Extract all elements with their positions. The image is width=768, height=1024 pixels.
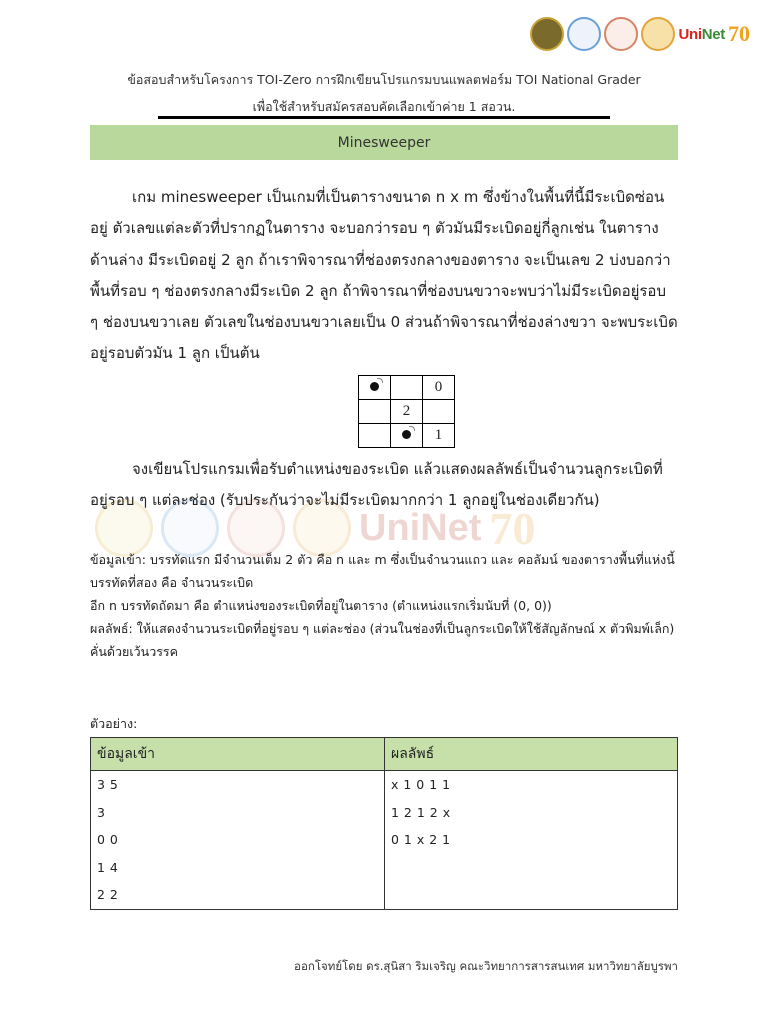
table-row: [91, 826, 678, 854]
table-row: [91, 771, 678, 799]
output-cell: x 1 0 1 1: [385, 771, 678, 799]
watermark-70-text: 70: [489, 502, 536, 554]
paragraph-1-text: เกม minesweeper เป็นเกมที่เป็นตารางขนาด n x m ซึ่งข้างในพื้นที่นี้มีระเบิดซ่อนอยู่ ตัวเลขแต่ละตัวที่ปรากฏในตาราง จะบอกว่ารอบ ๆ ตัวมันมีระเบิดอยู่กี่ลูกเช่น ในตารางด้านล่าง มีระเบิดอยู่ 2 ลูก ถ้าเราพิจารณาที่ช่องตรงกลางของตาราง จะเป็นเลข 2 บ่งบอกว่าพื้นที่รอบ ๆ ช่องตรงกลางมีระเบิด 2 ลูก ถ้าพิจารณาที่ช่องบนขวาจะพบว่าไม่มีระเบิดอยู่รอบ ๆ ช่องบนขวาเลย ตัวเลขในช่องบนขวาเลยเป็น 0 ส่วนถ้าพิจารณาที่ช่องล่างขวา จะพบระเบิดอยู่รอบตัวมัน 1 ลูก เป็นต้น: [90, 188, 678, 363]
grid-row: [359, 400, 455, 424]
input-cell: 2 2: [91, 881, 385, 909]
university-seal-logo: [530, 17, 564, 51]
output-spec: ผลลัพธ์: ให้แสดงจำนวนระเบิดที่อยู่รอบ ๆ แต่ละช่อง (ส่วนในช่องที่เป็นลูกระเบิดให้ใช้สัญลักษณ์ x ตัวพิมพ์เล็ก) คั่นด้วยเว้นวรรค: [90, 621, 675, 659]
bomb-icon: [402, 430, 411, 439]
header-line-1: ข้อสอบสำหรับโครงการ TOI-Zero การฝึกเขียนโปรแกรมบนแพลตฟอร์ม TOI National Grader: [127, 72, 641, 87]
header-logos: [530, 14, 750, 54]
header-line-2: เพื่อใช้สำหรับสมัครสอบคัดเลือกเข้าค่าย 1 สอวน.: [252, 99, 516, 114]
grid-cell: 2: [391, 400, 423, 424]
table-row: [91, 881, 678, 909]
problem-title-bar: [90, 125, 678, 160]
grid-cell: [359, 376, 391, 400]
output-cell: 1 2 1 2 x: [385, 799, 678, 827]
grid-cell: 1: [423, 424, 455, 448]
example-label: ตัวอย่าง:: [90, 716, 138, 731]
bomb-icon: [370, 382, 379, 391]
input-spec-line-3: อีก n บรรทัดถัดมา คือ ตำแหน่งของระเบิดที่อยู่ในตาราง (ตำแหน่งแรกเริ่มนับที่ (0, 0)): [90, 598, 552, 613]
grid-cell: [391, 376, 423, 400]
table-row: [91, 799, 678, 827]
problem-title: Minesweeper: [337, 134, 431, 151]
output-cell: 0 1 x 2 1: [385, 826, 678, 854]
header-divider: [158, 116, 610, 119]
input-cell: 3: [91, 799, 385, 827]
input-column-header: ข้อมูลเข้า: [91, 738, 385, 771]
output-cell: [385, 854, 678, 882]
input-spec-line-1: ข้อมูลเข้า: บรรทัดแรก มีจำนวนเต็ม 2 ตัว คือ n และ m ซึ่งเป็นจำนวนแถว และ คอลัมน์ ของตารางพื้นที่แห่งนี้: [90, 552, 675, 567]
institution-logo: [604, 17, 638, 51]
grid-cell: 0: [423, 376, 455, 400]
grid-cell: [359, 400, 391, 424]
grid-cell: [391, 424, 423, 448]
anniversary-70-logo: 70: [728, 21, 750, 46]
paragraph-2-text: จงเขียนโปรแกรมเพื่อรับตำแหน่งของระเบิด แล้วแสดงผลลัพธ์เป็นจำนวนลูกระเบิดที่อยู่รอบ ๆ แต่ละช่อง (รับประกันว่าจะไม่มีระเบิดมากกว่า 1 ลูกอยู่ในช่องเดียวกัน): [90, 460, 663, 510]
io-specification: [90, 548, 680, 663]
task-statement: [90, 454, 678, 517]
table-row: [91, 854, 678, 882]
output-column-header: ผลลัพธ์: [385, 738, 678, 771]
input-cell: 3 5: [91, 771, 385, 799]
grid-cell: [423, 400, 455, 424]
output-cell: [385, 881, 678, 909]
posn-logo: [567, 17, 601, 51]
example-io-table: [90, 737, 678, 910]
uninet-logo: UniNet: [678, 25, 725, 43]
input-cell: 0 0: [91, 826, 385, 854]
problem-description: [90, 182, 678, 370]
example-minesweeper-grid: [358, 375, 455, 448]
input-cell: 1 4: [91, 854, 385, 882]
input-spec-line-2: บรรทัดที่สอง คือ จำนวนระเบิด: [90, 575, 254, 590]
watermark-uninet-text: UniNet: [359, 506, 482, 549]
grid-cell: [359, 424, 391, 448]
grid-row: [359, 424, 455, 448]
grid-row: [359, 376, 455, 400]
author-credit: ออกโจทย์โดย ดร.สุนิสา ริมเจริญ คณะวิทยาการสารสนเทศ มหาวิทยาลัยบูรพา: [294, 959, 678, 973]
emblem-logo: [641, 17, 675, 51]
